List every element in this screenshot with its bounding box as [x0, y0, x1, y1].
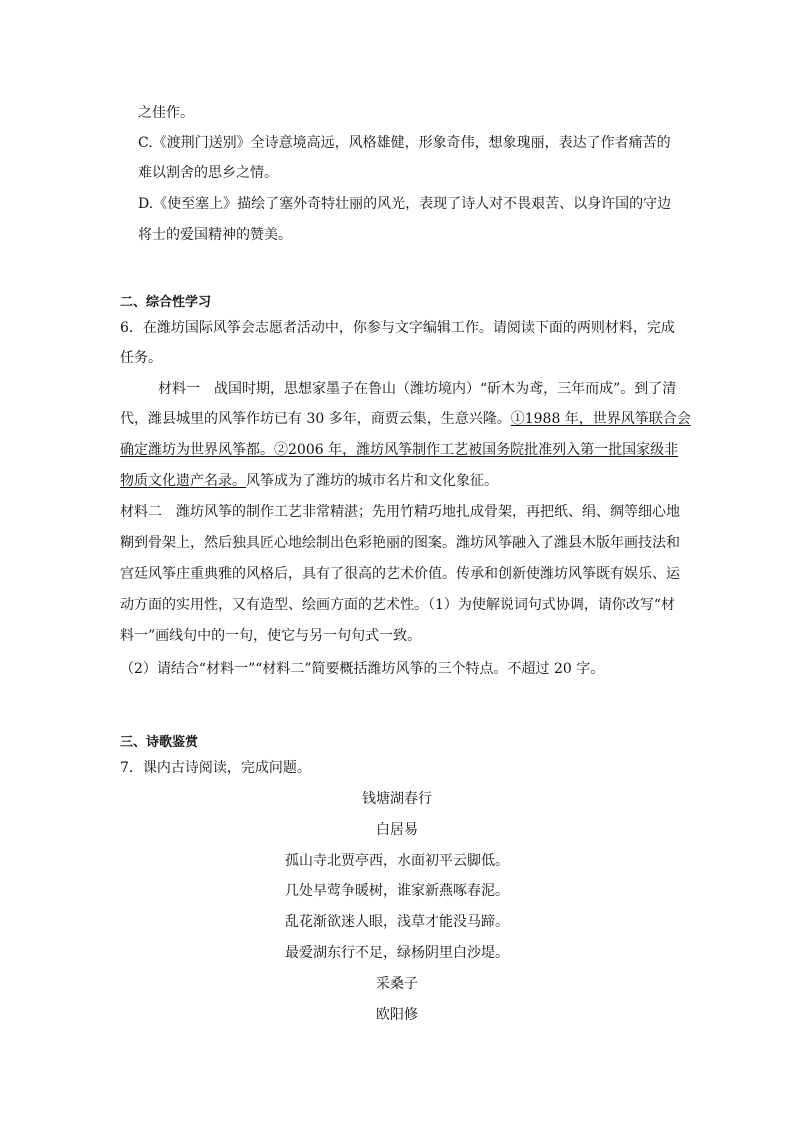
material-2-line: 材料二 潍坊风筝的制作工艺非常精湛；先用竹精巧地扎成骨架，再把纸、绢、绸等细心地	[120, 504, 680, 520]
poem-author: 欧阳修	[376, 1007, 418, 1023]
material-1-line: 材料一 战国时期，思想家墨子在鲁山（潍坊境内）“斫木为鸢，三年而成”。到了清	[158, 381, 677, 397]
material-2-line: 动方面的实用性，又有造型、绘画方面的艺术性。（1）为使解说词句式协调，请你改写“材	[120, 597, 676, 613]
underlined-sentence: 确定潍坊为世界风筝都。②2006 年，潍坊风筝制作工艺被国务院批准列入第一批国家级非	[120, 442, 679, 458]
material-2-line: 料一”画线句中的一句，使它与另一句句式一致。	[120, 628, 422, 644]
material-1-text: 代，潍县城里的风筝作坊已有 30 多年，商贾云集，生意兴隆。	[120, 411, 511, 427]
material-1-text: 风筝成为了潍坊的城市名片和文化象征。	[246, 473, 498, 489]
question-6: 6．在潍坊国际风筝会志愿者活动中，你参与文字编辑工作。请阅读下面的两则材料，完成	[120, 320, 675, 336]
underlined-sentence: ①1988 年，世界风筝联合会	[510, 411, 691, 427]
section-heading: 二、综合性学习	[120, 295, 212, 310]
material-1-line	[120, 471, 680, 491]
poem-line: 乱花渐欲迷人眼，浅草才能没马蹄。	[285, 914, 509, 930]
section-heading: 三、诗歌鉴赏	[120, 735, 199, 750]
material-1-line	[120, 409, 691, 429]
poem-author: 白居易	[376, 822, 418, 838]
question-7: 7．课内古诗阅读，完成问题。	[120, 760, 311, 776]
question-6: 任务。	[120, 350, 162, 366]
poem-line: 孤山寺北贾亭西，水面初平云脚低。	[285, 853, 509, 869]
underlined-sentence: 物质文化遗产名录。	[120, 473, 246, 489]
option-d-line: D.《使至塞上》描绘了塞外奇特壮丽的风光，表现了诗人对不畏艰苦、以身许国的守边	[138, 196, 672, 212]
option-c-line: C.《渡荆门送别》全诗意境高远，风格雄健，形象奇伟，想象瑰丽，表达了作者痛苦的	[138, 135, 671, 151]
material-2-line: 糊到骨架上，然后独具匠心地绘制出色彩艳丽的图案。潍坊风筝融入了潍县木版年画技法和	[120, 535, 680, 551]
option-c-line: 难以割舍的思乡之情。	[138, 165, 278, 181]
material-2-line: 宫廷风筝庄重典雅的风格后，具有了很高的艺术价值。传承和创新使潍坊风筝既有娱乐、运	[120, 566, 680, 582]
poem-line: 几处早莺争暖树，谁家新燕啄春泥。	[285, 883, 509, 899]
poem-line: 最爱湖东行不足，绿杨阴里白沙堤。	[285, 945, 509, 961]
poem-title: 钱塘湖春行	[362, 791, 432, 807]
question-6-sub2: （2）请结合“材料一”“材料二”简要概括潍坊风筝的三个特点。不超过 20 字。	[120, 661, 605, 677]
text-line: 之佳作。	[138, 105, 194, 121]
option-d-line: 将士的爱国精神的赞美。	[138, 227, 292, 243]
poem-title: 采桑子	[376, 976, 418, 992]
